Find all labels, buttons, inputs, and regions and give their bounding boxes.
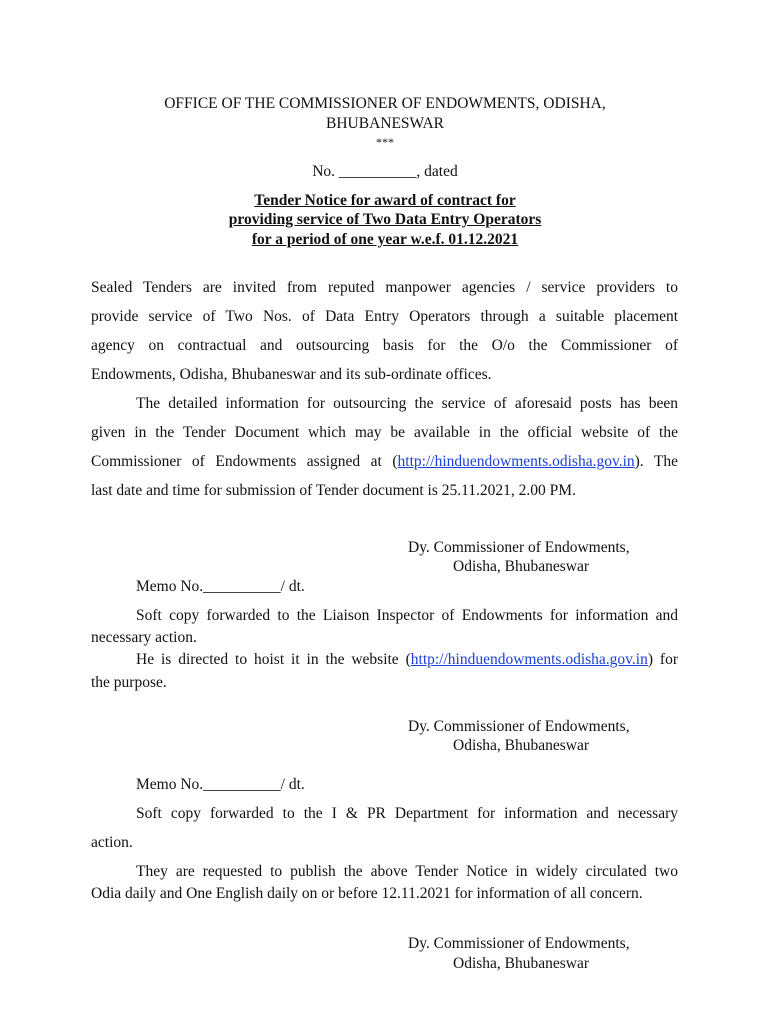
signature-place: Odisha, Bhubaneswar: [453, 737, 590, 754]
body-text: Sealed Tenders are invited from reputed manpower agencies / service providers to: [91, 279, 678, 296]
office-title: OFFICE OF THE COMMISSIONER OF ENDOWMENTS, ODISHA,: [164, 95, 606, 112]
website-link[interactable]: http://hinduendowments.odisha.gov.in: [410, 651, 648, 668]
subject-line-2: providing service of Two Data Entry Operators: [228, 211, 542, 228]
signature-place: Odisha, Bhubaneswar: [453, 955, 590, 972]
body-text: necessary action.: [91, 629, 197, 646]
body-text: They are requested to publish the above Tender Notice in widely circulated two: [136, 863, 678, 880]
signature-place: Odisha, Bhubaneswar: [453, 558, 590, 575]
body-text: Endowments, Odisha, Bhubaneswar and its sub-ordinate offices.: [91, 366, 492, 383]
subject-line-3: for a period of one year w.e.f. 01.12.2021: [251, 231, 519, 248]
body-text: Soft copy forwarded to the Liaison Inspector of Endowments for information and: [136, 607, 678, 624]
body-text: Odia daily and One English daily on or before 12.11.2021 for information of all concern.: [91, 885, 643, 902]
body-text: The detailed information for outsourcing the service of aforesaid posts has been: [136, 395, 678, 412]
body-text: ). The: [634, 453, 679, 470]
reference-number: No. __________, dated: [312, 163, 458, 180]
signature-title: Dy. Commissioner of Endowments,: [408, 935, 630, 952]
body-text: given in the Tender Document which may be available in the official website of the: [91, 424, 678, 441]
body-text: provide service of Two Nos. of Data Entry Operators through a suitable placement: [91, 308, 678, 325]
subject-line-1: Tender Notice for award of contract for: [254, 192, 516, 209]
website-link[interactable]: http://hinduendowments.odisha.gov.in: [397, 453, 635, 470]
body-text: Soft copy forwarded to the I & PR Department for information and necessary: [136, 805, 678, 822]
body-text-with-link: [91, 453, 678, 471]
body-text: action.: [91, 834, 133, 851]
body-text: Commissioner of Endowments assigned at (: [91, 453, 398, 470]
signature-title: Dy. Commissioner of Endowments,: [408, 718, 630, 735]
body-text: ) for: [647, 651, 678, 668]
body-text: the purpose.: [91, 674, 167, 691]
memo-number: Memo No.__________/ dt.: [136, 578, 305, 595]
body-text: agency on contractual and outsourcing basis for the O/o the Commissioner of: [91, 337, 678, 354]
memo-number: Memo No.__________/ dt.: [136, 776, 305, 793]
office-city: BHUBANESWAR: [326, 115, 444, 132]
separator-stars: ***: [376, 135, 394, 149]
body-text: He is directed to hoist it in the website (: [136, 651, 411, 668]
signature-title: Dy. Commissioner of Endowments,: [408, 539, 630, 556]
body-text: last date and time for submission of Tender document is 25.11.2021, 2.00 PM.: [91, 482, 576, 499]
body-text-with-link: [136, 651, 678, 669]
